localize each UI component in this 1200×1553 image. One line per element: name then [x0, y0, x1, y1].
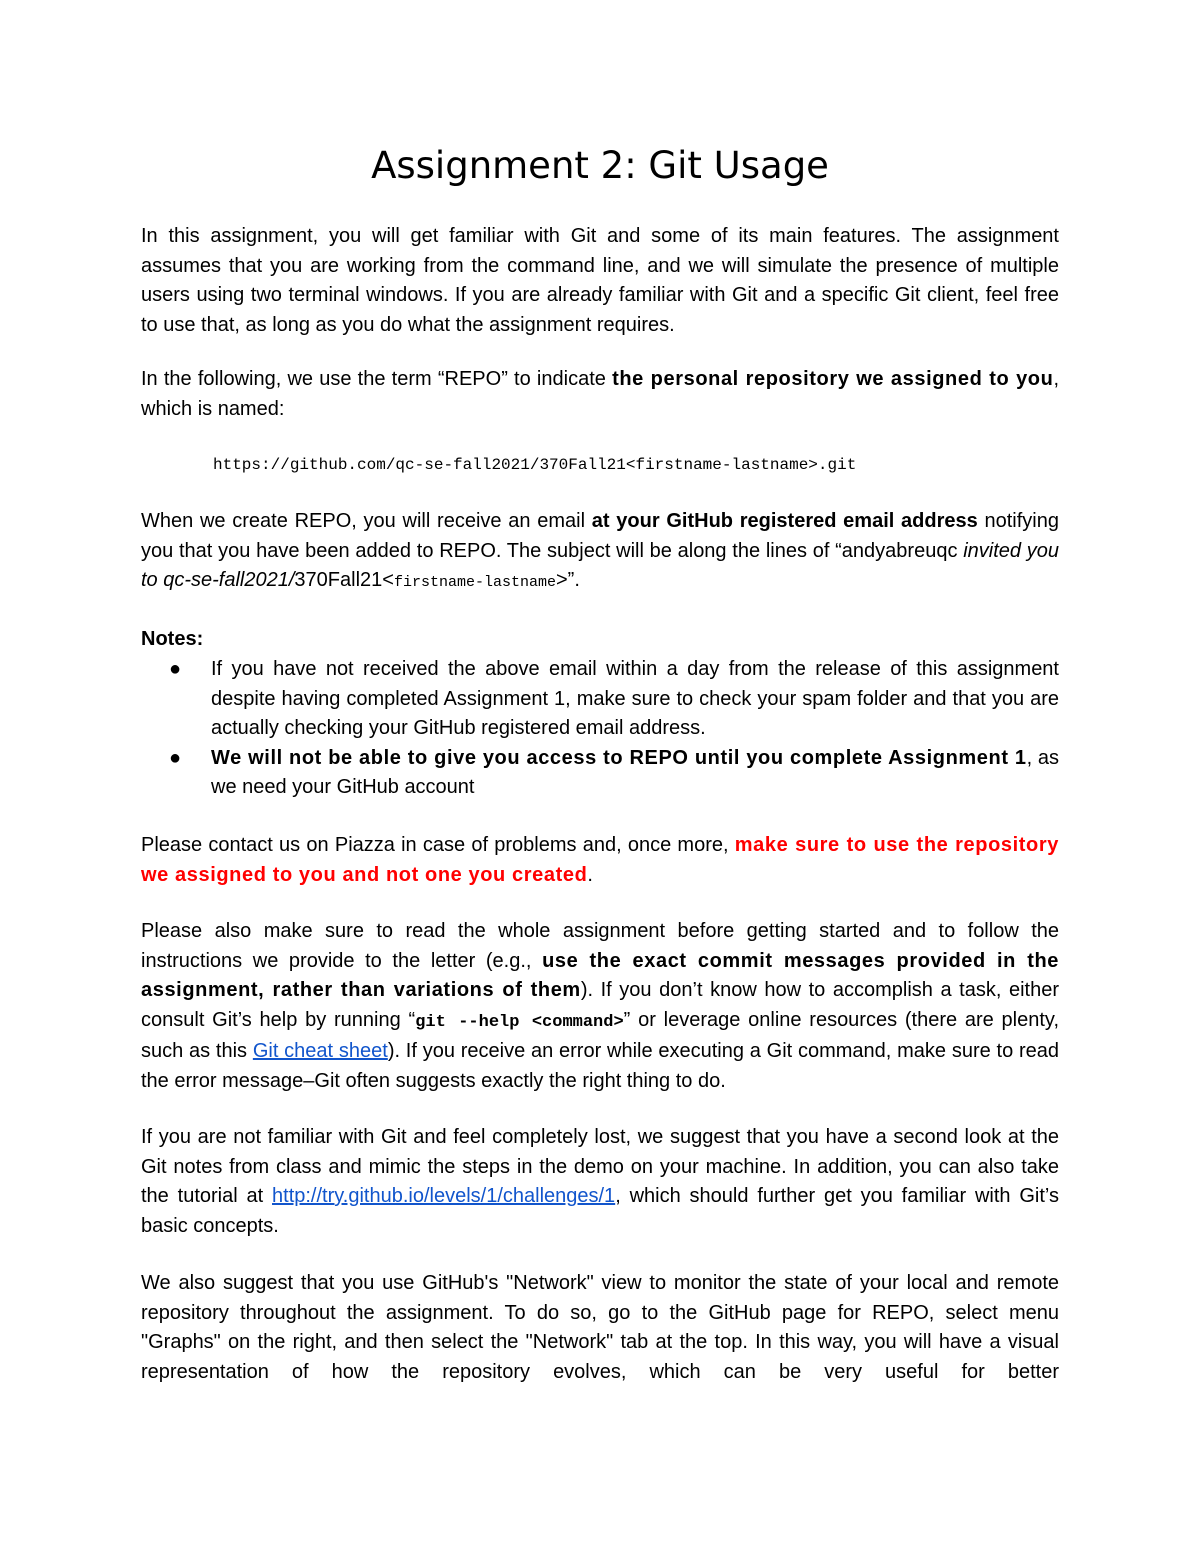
- tutorial-text: If you are not familiar with Git and feel completely lost, we suggest that you have a second look at the Git notes from class and mimic the steps in the demo on your machine. In addition, you can also take the tutorial at: [141, 1126, 1059, 1208]
- bullet-icon: ●: [169, 658, 182, 680]
- read-paragraph: [141, 917, 1059, 1097]
- repo-url: https://github.com/qc-se-fall2021/370Fall21<firstname-lastname>.git: [213, 456, 857, 474]
- read-bold: use the exact commit messages provided in the assignment, rather than variations of them: [141, 949, 1059, 1002]
- email-plain: 370Fall21<: [294, 569, 394, 592]
- email-bold: at your GitHub registered email address: [591, 510, 978, 532]
- network-paragraph: We also suggest that you use GitHub's "Network" view to monitor the state of your local and remote repository throughout the assignment. To do so, go to the GitHub page for REPO, select menu "Graphs" on the right, and then select the "Network" tab at the top. In this way, you will have a visual representation of how the repository evolves, which can be very useful for better: [141, 1272, 1059, 1383]
- notes-heading: Notes:: [141, 628, 204, 650]
- bullet-icon: ●: [169, 746, 182, 769]
- repo-definition-end: , which is named:: [141, 368, 1059, 420]
- list-item: [141, 744, 1059, 803]
- list-item: [141, 655, 1059, 744]
- tutorial-link[interactable]: http://try.github.io/levels/1/challenges/1: [272, 1185, 616, 1208]
- notes-list: [141, 655, 1059, 803]
- email-mono: firstname-lastname: [393, 574, 556, 592]
- read-end: ). If you receive an error while executing a Git command, make sure to read the error message–Git often suggests exactly the right thing to do.: [141, 1040, 1059, 1092]
- repo-definition-text: In the following, we use the term “REPO” to indicate: [141, 368, 613, 390]
- intro-paragraph: In this assignment, you will get familiar with Git and some of its main features. The assignment assumes that you are working from the command line, and we will simulate the presence of multiple users using two terminal windows. If you are already familiar with Git and a specific Git client, feel free to use that, as long as you do what the assignment requires.: [141, 225, 1059, 336]
- tutorial-end: , which should further get you familiar with Git’s basic concepts.: [141, 1185, 1059, 1237]
- email-paragraph: [141, 507, 1059, 598]
- contact-text: Please contact us on Piazza in case of problems and, once more,: [141, 834, 735, 856]
- email-text: When we create REPO, you will receive an email: [141, 510, 592, 532]
- repo-definition-paragraph: [141, 365, 1059, 424]
- git-help-command: git --help <command>: [415, 1012, 624, 1032]
- contact-warning: make sure to use the repository we assigned to you and not one you created: [141, 834, 1059, 886]
- page-title: Assignment 2: Git Usage: [371, 144, 829, 187]
- repo-definition-bold: the personal repository we assigned to you: [612, 368, 1054, 390]
- email-italic: invited you to qc-se-fall2021/: [141, 539, 1059, 592]
- read-after-code: ” or leverage online resources (there are plenty, such as this: [141, 1008, 1060, 1063]
- note-text: If you have not received the above email within a day from the release of this assignment despite having completed Assignment 1, make sure to check your spam folder and that you are actually checking your GitHub registered email address.: [211, 658, 1059, 740]
- git-cheat-sheet-link[interactable]: Git cheat sheet: [252, 1040, 388, 1063]
- tutorial-paragraph: [141, 1123, 1059, 1241]
- contact-end: .: [587, 863, 593, 886]
- note-bold: We will not be able to give you access to REPO until you complete Assignment 1: [211, 746, 1027, 769]
- email-middle: notifying you that you have been added to REPO. The subject will be along the lines of “andyabreuqc: [141, 510, 1059, 562]
- email-end: >”.: [555, 569, 580, 592]
- contact-paragraph: [141, 831, 1059, 890]
- note-text: , as we need your GitHub account: [211, 746, 1059, 799]
- read-text: Please also make sure to read the whole assignment before getting started and to follow the instructions we provide to the letter (e.g.,: [141, 920, 1059, 972]
- read-middle: ). If you don’t know how to accomplish a task, either consult Git’s help by running “: [141, 979, 1060, 1031]
